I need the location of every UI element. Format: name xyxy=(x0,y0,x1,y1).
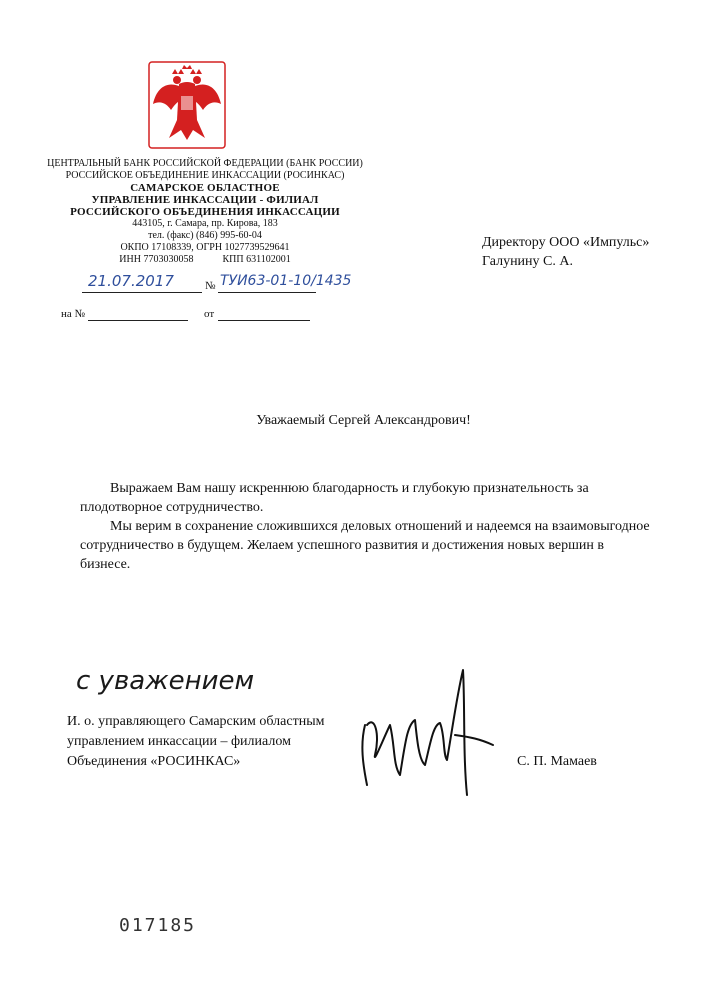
letter-body xyxy=(80,479,650,574)
position-line: Объединения «РОСИНКАС» xyxy=(67,754,241,769)
organization-name: САМАРСКОЕ ОБЛАСТНОЕ xyxy=(130,182,280,194)
recipient-title: Директору ООО «Импульс» xyxy=(482,235,650,250)
registration-date: 21.07.2017 xyxy=(88,272,174,290)
signer-name: С. П. Мамаев xyxy=(517,754,597,769)
ref-label: на № xyxy=(61,308,86,320)
russian-coat-of-arms-icon xyxy=(147,60,227,150)
number-label: № xyxy=(205,280,216,292)
handwritten-closing: с уважением xyxy=(76,666,255,696)
address: 443105, г. Самара, пр. Кирова, 183 xyxy=(132,218,278,229)
handwritten-signature-icon xyxy=(345,665,495,805)
registration-number: ТУИ63-01-10/1435 xyxy=(220,273,352,289)
okpo-ogrn: ОКПО 17108339, ОГРН 1027739529641 xyxy=(120,242,290,253)
recipient xyxy=(482,233,649,271)
body-paragraph: Мы верим в сохранение сложившихся деловых отношений и надеемся на взаимовыгодное сотрудничество в будущем. Желаем успешного развития и достижения новых вершин в бизнесе. xyxy=(80,519,650,572)
inn-kpp xyxy=(40,254,370,266)
inn: ИНН 7703030058 xyxy=(119,254,194,265)
organization-name: УПРАВЛЕНИЕ ИНКАССАЦИИ - ФИЛИАЛ xyxy=(91,194,319,206)
form-number: 017185 xyxy=(119,915,197,936)
organization-name: РОССИЙСКОГО ОБЪЕДИНЕНИЯ ИНКАССАЦИИ xyxy=(70,206,340,218)
body-paragraph: Выражаем Вам нашу искреннюю благодарность и глубокую признательность за плодотворное сотрудничество. xyxy=(80,481,589,515)
letterhead-line: ЦЕНТРАЛЬНЫЙ БАНК РОССИЙСКОЙ ФЕДЕРАЦИИ (БАНК РОССИИ) xyxy=(47,158,363,169)
letterhead xyxy=(40,158,370,266)
phone: тел. (факс) (846) 995-60-04 xyxy=(148,230,262,241)
recipient-name: Галунину С. А. xyxy=(482,254,573,269)
signatory-position xyxy=(67,712,324,772)
position-line: И. о. управляющего Самарским областным xyxy=(67,714,325,729)
position-line: управлением инкассации – филиалом xyxy=(67,734,291,749)
letterhead-line: РОССИЙСКОЕ ОБЪЕДИНЕНИЕ ИНКАССАЦИИ (РОСИНКАС) xyxy=(65,170,345,181)
from-label: от xyxy=(204,308,215,320)
salutation: Уважаемый Сергей Александрович! xyxy=(256,413,471,428)
kpp: КПП 631102001 xyxy=(222,254,291,265)
